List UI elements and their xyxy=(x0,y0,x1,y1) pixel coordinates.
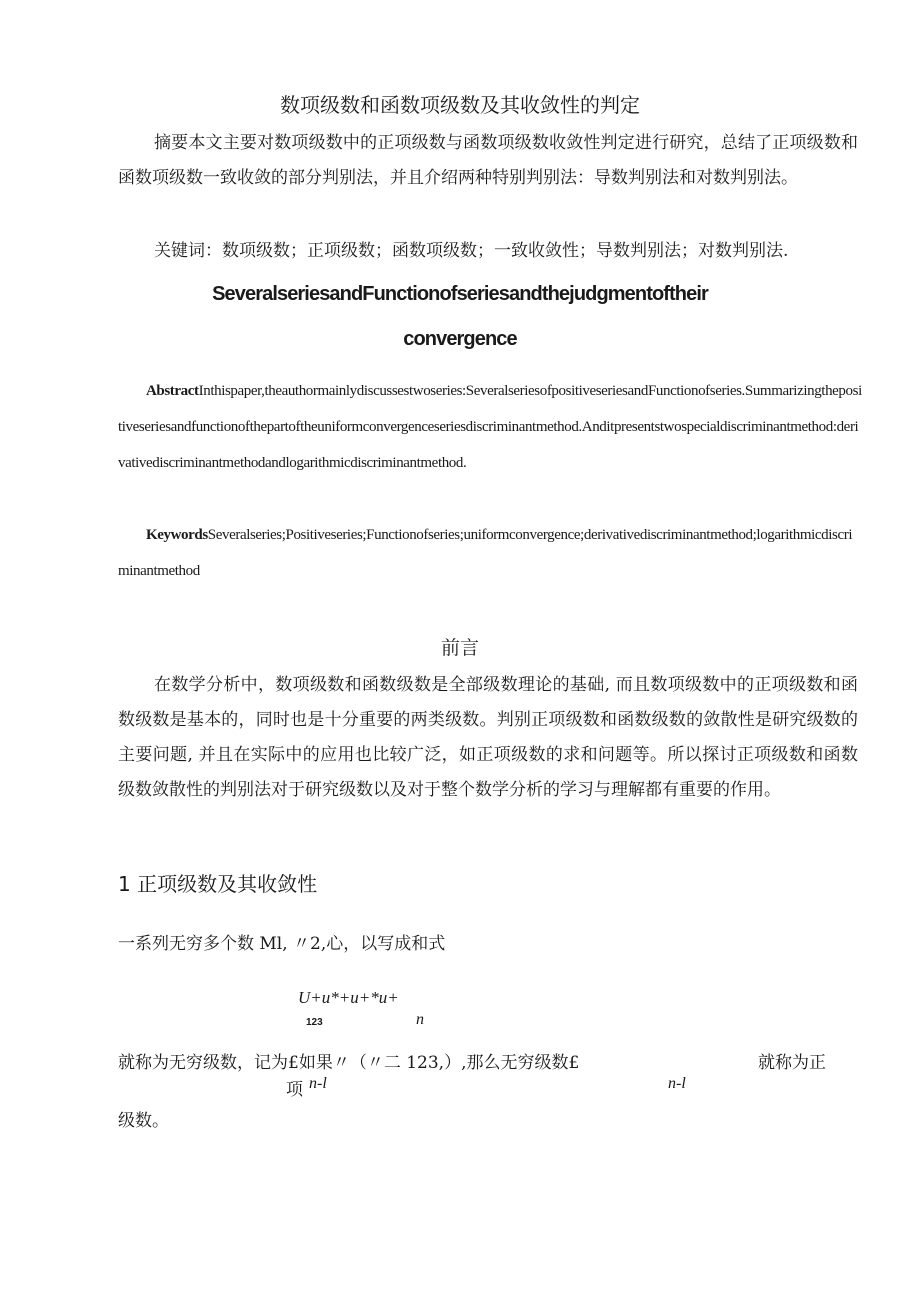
section1-line2-left: 就称为无穷级数，记为£如果〃（〃二 123,）,那么无穷级数£ xyxy=(118,1053,580,1073)
section1-line3-xiang: 项 xyxy=(286,1080,303,1100)
keywords-en xyxy=(118,517,863,589)
abstract-en-label: Abstract xyxy=(146,383,199,399)
keywords-cn: 关键词：数项级数；正项级数；函数项级数；一致收敛性；导数判别法；对数判别法. xyxy=(154,241,789,261)
sum-lower-limit-2: n-l xyxy=(668,1075,686,1092)
intro-heading: 前言 xyxy=(440,637,479,659)
paper-title-en-line1: SeveralseriesandFunctionofseriesandthejudgmentoftheir xyxy=(212,283,708,305)
formula-n: n xyxy=(416,1011,424,1028)
sum-lower-limit-1: n-l xyxy=(309,1075,327,1092)
intro-paragraph: 在数学分析中，数项级数和函数级数是全部级数理论的基础, 而且数项级数中的正项级数和函数级数是基本的，同时也是十分重要的两类级数。判别正项级数和函数级数的敛散性是研究级数的主要问题, 并且在实际中的应用也比较广泛，如正项级数的求和问题等。所以探讨正项级数和函数级数敛散性的判别法对于研究级数以及对于整个数学分析的学习与理解都有重要的作用。 xyxy=(118,675,858,800)
keywords-en-text: Severalseries;Positiveseries;Functionofseries;uniformconvergence;derivativediscriminantmethod;logarithmicdiscriminantmethod xyxy=(118,527,853,579)
abstract-cn: 摘要本文主要对数项级数中的正项级数与函数项级数收敛性判定进行研究，总结了正项级数和函数项级数一致收敛的部分判别法，并且介绍两种特别判别法：导数判别法和对数判别法。 xyxy=(118,133,858,188)
formula-subscripts: 123 xyxy=(306,1017,323,1028)
section1-heading: 1 正项级数及其收敛性 xyxy=(118,872,318,896)
paper-title-cn: 数项级数和函数项级数及其收敛性的判定 xyxy=(280,93,640,117)
keywords-en-label: Keywords xyxy=(146,527,208,543)
abstract-en-text: Inthispaper,theauthormainlydiscussestwoseries:SeveralseriesofpositiveseriesandFunctionofseries.Summarizingthepositiveseriesandfunctionofthepartoftheuniformconvergenceseriesdiscriminantmethod.Anditpresentstwospecialdiscriminantmethod:derivativediscriminantmethodandlogarithmicdiscriminantmethod. xyxy=(118,383,862,471)
formula-main: U+u*+u+*u+ xyxy=(298,988,399,1007)
section1-line4: 级数。 xyxy=(118,1111,169,1131)
section1-line1: 一系列无穷多个数 Ml, 〃2,心，以写成和式 xyxy=(118,934,446,954)
paper-title-en-line2: convergence xyxy=(403,328,517,350)
section1-line2-right: 就称为正 xyxy=(758,1053,826,1073)
abstract-en xyxy=(118,373,863,481)
